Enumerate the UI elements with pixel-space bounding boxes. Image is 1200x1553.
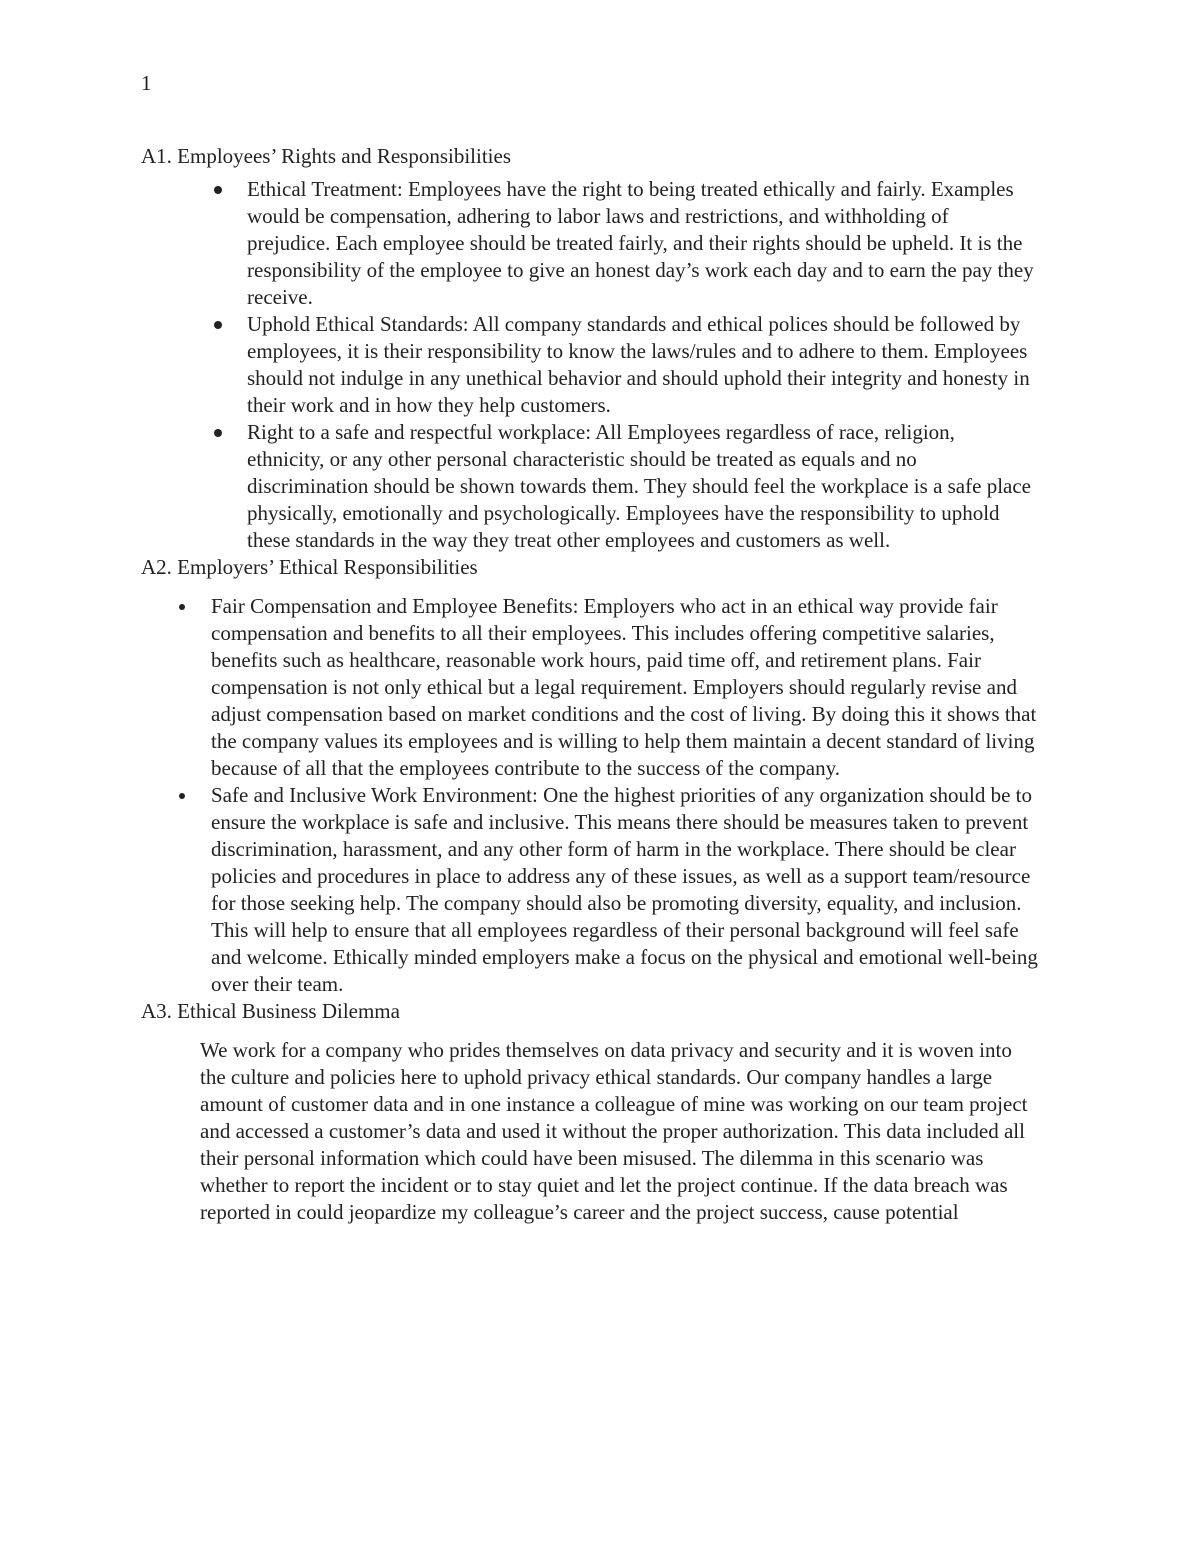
list-item: Fair Compensation and Employee Benefits: Employers who act in an ethical way provide fair compensation and benefits to all their employees. This includes offering competitive salaries, benefits such as healthcare, reasonable work hours, paid time off, and retirement plans. Fair compensation is not only ethical but a legal requirement. Employers should regularly revise and adjust compensation based on market conditions and the cost of living. By doing this it shows that the company values its employees and is willing to help them maintain a decent standard of living because of all that the employees contribute to the success of the company. [211,593,1041,782]
section-heading-a2: A2. Employers’ Ethical Responsibilities [141,555,478,579]
section-heading-a1: A1. Employees’ Rights and Responsibilities [141,144,512,168]
document-body [141,143,1041,1226]
bullet-list-a2 [211,593,1041,998]
list-item: Uphold Ethical Standards: All company standards and ethical polices should be followed by employees, it is their responsibility to know the laws/rules and to adhere to them. Employees should not indulge in any unethical behavior and should uphold their integrity and honesty in their work and in how they help customers. [247,311,1037,419]
page-number: 1 [141,71,152,95]
list-item: Safe and Inclusive Work Environment: One the highest priorities of any organization should be to ensure the workplace is safe and inclusive. This means there should be measures taken to prevent discrimination, harassment, and any other form of harm in the workplace. There should be clear policies and procedures in place to address any of these issues, as well as a support team/resource for those seeking help. The company should also be promoting diversity, equality, and inclusion. This will help to ensure that all employees regardless of their personal background will feel safe and welcome. Ethically minded employers make a focus on the physical and emotional well-being over their team. [211,782,1041,998]
section-heading-a3: A3. Ethical Business Dilemma [141,999,400,1023]
list-item: Ethical Treatment: Employees have the right to being treated ethically and fairly. Examples would be compensation, adhering to labor laws and restrictions, and withholding of prejudice. Each employee should be treated fairly, and their rights should be upheld. It is the responsibility of the employee to give an honest day’s work each day and to earn the pay they receive. [247,176,1037,311]
body-paragraph: We work for a company who prides themselves on data privacy and security and it is woven into the culture and policies here to uphold privacy ethical standards. Our company handles a large amount of customer data and in one instance a colleague of mine was working on our team project and accessed a customer’s data and used it without the proper authorization. This data included all their personal information which could have been misused. The dilemma in this scenario was whether to report the incident or to stay quiet and let the project continue. If the data breach was reported in could jeopardize my colleague’s career and the project success, cause potential [200,1038,1028,1224]
list-item: Right to a safe and respectful workplace: All Employees regardless of race, religion, ethnicity, or any other personal characteristic should be treated as equals and no discrimination should be shown towards them. They should feel the workplace is a safe place physically, emotionally and psychologically. Employees have the responsibility to uphold these standards in the way they treat other employees and customers as well. [247,419,1037,554]
bullet-list-a1 [247,176,1037,554]
